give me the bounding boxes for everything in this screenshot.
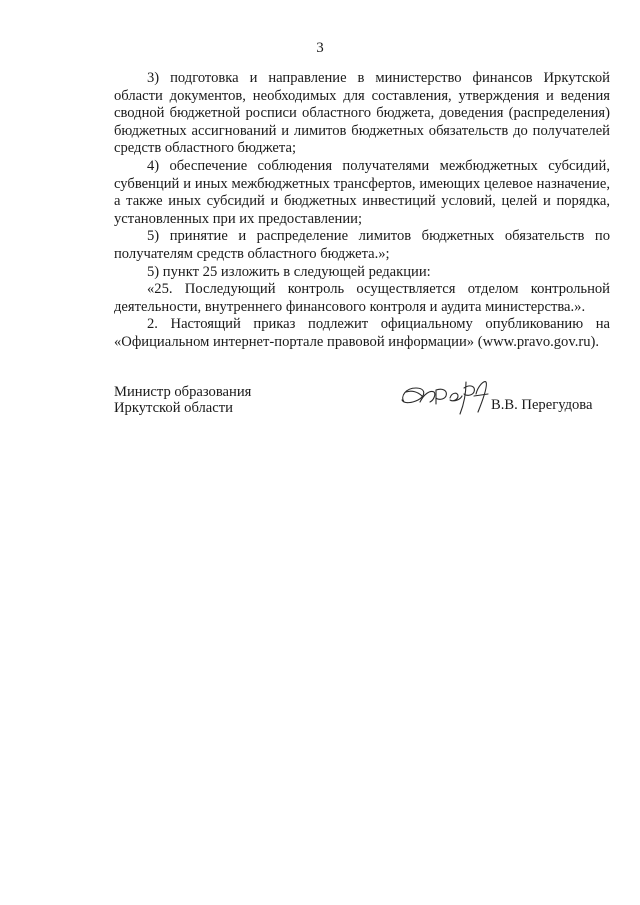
paragraph-clause-25-text: «25. Последующий контроль осуществляется отделом контрольной деятельности, внутреннего финансового контроля и аудита министерства.». — [114, 281, 610, 315]
paragraph-item-5-limits: 5) принятие и распределение лимитов бюджетных обязательств по получателям средств областного бюджета.»; — [114, 228, 610, 262]
paragraph-item-3: 3) подготовка и направление в министерство финансов Иркутской области документов, необходимых для составления, утверждения и ведения сводной бюджетной росписи областного бюджета, доведения (распределения) бюджетных ассигнований и лимитов бюджетных обязательств до получателей средств областного бюджета; — [114, 70, 610, 157]
handwritten-signature — [396, 372, 496, 416]
signatory-position-line1: Министр образования — [114, 384, 252, 400]
page-number: 3 — [316, 40, 324, 56]
signatory-position-line2: Иркутской области — [114, 400, 233, 416]
document-body — [114, 70, 610, 352]
paragraph-publication: 2. Настоящий приказ подлежит официальному опубликованию на «Официальном интернет-портале правовой информации» (www.pravo.gov.ru). — [114, 316, 610, 350]
signatory-name: В.В. Перегудова — [491, 397, 593, 413]
paragraph-item-5-clause25: 5) пункт 25 изложить в следующей редакции: — [147, 263, 431, 280]
signatory-position — [114, 384, 251, 416]
paragraph-item-4: 4) обеспечение соблюдения получателями межбюджетных субсидий, субвенций и иных межбюджетных трансфертов, имеющих целевое назначение, а также иных субсидий и бюджетных инвестиций условий, целей и порядка, установленных при их предоставлении; — [114, 157, 610, 227]
